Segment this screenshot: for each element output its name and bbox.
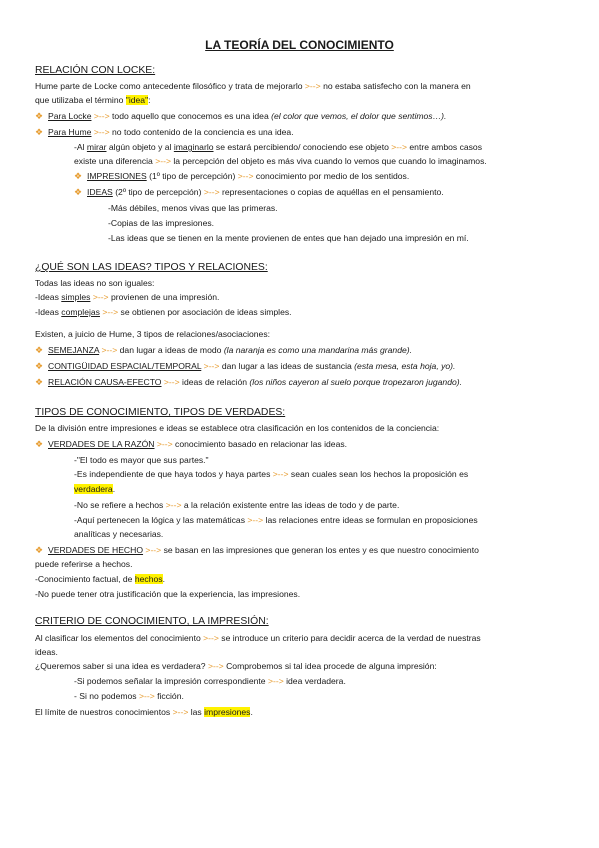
arrow-icon: >--> [207, 661, 224, 671]
underlined-term: imaginarlo [173, 142, 214, 152]
justificacion: -No puede tener otra justificación que la experiencia, las impresiones. [35, 589, 301, 599]
verdades-hecho-cont: puede referirse a hechos. [35, 559, 133, 569]
text-span: (2º tipo de percepción) [115, 187, 202, 197]
text-span: representaciones o copias de aquéllas en el pensamiento. [222, 187, 444, 197]
text-span: se estará percibiendo/ conociendo ese objeto [215, 142, 389, 152]
arrow-icon: >--> [102, 307, 119, 317]
text-span: -Ideas [35, 292, 59, 302]
locke-point [48, 111, 446, 122]
criterio-no [74, 691, 184, 702]
text-span: conocimiento basado en relacionar las ideas. [175, 439, 348, 449]
underlined-term: IMPRESIONES [87, 171, 147, 181]
relation-contiguidad [48, 361, 455, 372]
relation-semejanza [48, 345, 412, 356]
example-text: (los niños cayeron al suelo porque tropezaron jugando). [249, 377, 463, 387]
arrow-icon: >--> [155, 156, 171, 166]
bullet-icon: ❖ [35, 345, 44, 355]
text-span: conocimiento por medio de los sentidos. [255, 171, 410, 181]
hume-detail-cont [74, 156, 487, 167]
text-span: ideas de relación [182, 377, 248, 387]
razon-detail-1-cont [74, 484, 115, 495]
underlined-term: VERDADES DE HECHO [48, 545, 144, 555]
highlight-hechos: hechos [134, 574, 163, 584]
text-span: se introduce un criterio para decidir acerca de la verdad de nuestras [221, 633, 481, 643]
text-span: dan lugar a las ideas de sustancia [221, 361, 352, 371]
arrow-icon: >--> [165, 500, 182, 510]
example-text: (el color que vemos, el dolor que sentimos…). [271, 111, 447, 121]
text-span: ficción. [157, 691, 184, 701]
text-span: Al clasificar los elementos del conocimiento [35, 633, 201, 643]
underlined-term: IDEAS [87, 187, 113, 197]
arrow-icon: >--> [391, 142, 408, 152]
text-span: -Aquí pertenecen la lógica y las matemáticas [74, 515, 246, 525]
verdades-hecho [48, 545, 479, 556]
text-span: . [112, 484, 116, 494]
text-span: -Es independiente de que haya todos y haya partes [74, 469, 271, 479]
section-heading-tipos: TIPOS DE CONOCIMIENTO, TIPOS DE VERDADES: [35, 407, 286, 418]
arrow-icon: >--> [304, 81, 321, 91]
text-span: - Si no podemos [74, 691, 137, 701]
arrow-icon: >--> [138, 691, 155, 701]
arrow-icon: >--> [93, 111, 110, 121]
highlight-idea: "idea" [125, 95, 149, 105]
ideas-detail-2: -Copias de las impresiones. [108, 218, 215, 228]
conocimiento-factual [35, 574, 165, 585]
text-span: Comprobemos si tal idea procede de alguna impresión: [226, 661, 437, 671]
underlined-term: mirar [86, 142, 107, 152]
text-span: sean cuales sean los hechos la proposición es [290, 469, 469, 479]
text-span: -Al [74, 142, 85, 152]
razon-detail-3-cont: analíticas y necesarias. [74, 529, 164, 539]
text-span: las relaciones entre ideas se formulan en proposiciones [265, 515, 478, 525]
text-span: existe una diferencia [74, 156, 153, 166]
arrow-icon: >--> [172, 707, 189, 717]
arrow-icon: >--> [93, 127, 110, 137]
underlined-term: VERDADES DE LA RAZÓN [48, 439, 155, 449]
text-span: a la relación existente entre las ideas de todo y de parte. [183, 500, 400, 510]
text-span: la percepción del objeto es más viva cuando lo vemos que cuando lo imaginamos. [173, 156, 487, 166]
text-span: -Ideas [35, 307, 59, 317]
arrow-icon: >--> [163, 377, 180, 387]
ideas-complejas [35, 307, 292, 318]
bullet-icon: ❖ [35, 545, 44, 555]
bullet-icon: ❖ [35, 111, 44, 121]
bullet-icon: ❖ [35, 439, 44, 449]
arrow-icon: >--> [203, 633, 219, 643]
text-span: se obtienen por asociación de ideas simples. [120, 307, 292, 317]
ideas-simples [35, 292, 219, 303]
verdades-razon [48, 439, 347, 450]
relations-intro: Existen, a juicio de Hume, 3 tipos de relaciones/asociaciones: [35, 329, 271, 339]
bullet-icon: ❖ [74, 171, 83, 181]
underlined-term: SEMEJANZA [48, 345, 100, 355]
ideas-detail-1: -Más débiles, menos vivas que las primeras. [108, 203, 278, 213]
arrow-icon: >--> [203, 361, 220, 371]
razon-quote: -"El todo es mayor que sus partes." [74, 455, 209, 465]
text-span: provienen de una impresión. [110, 292, 220, 302]
underlined-term: Para Hume [48, 127, 92, 137]
razon-detail-1 [74, 469, 468, 480]
section-heading-criterio: CRITERIO DE CONOCIMIENTO, LA IMPRESIÓN: [35, 616, 269, 627]
text-span: no estaba satisfecho con la manera en [323, 81, 471, 91]
underlined-term: simples [61, 292, 91, 302]
paragraph-locke-cont [35, 95, 151, 106]
hume-detail [74, 142, 482, 153]
ideas-detail-3: -Las ideas que se tienen en la mente provienen de entes que han dejado una impresión en mí. [108, 233, 469, 243]
arrow-icon: >--> [203, 187, 220, 197]
text-span: se basan en las impresiones que generan los entes y es que nuestro conocimiento [163, 545, 479, 555]
text-span: . [162, 574, 165, 584]
arrow-icon: >--> [237, 171, 254, 181]
text-span: -Si podemos señalar la impresión correspondiente [74, 676, 266, 686]
criterio-limite [35, 707, 253, 718]
arrow-icon: >--> [145, 545, 162, 555]
criterio-intro [35, 633, 481, 644]
example-text: (esta mesa, esta hoja, yo). [354, 361, 456, 371]
text-span: (1º tipo de percepción) [149, 171, 236, 181]
underlined-term: RELACIÓN CAUSA-EFECTO [48, 377, 162, 387]
example-text: (la naranja es como una mandarina más grande). [223, 345, 413, 355]
hume-point [48, 127, 294, 138]
relation-causa-efecto [48, 377, 462, 388]
impresiones-point [87, 171, 409, 182]
section-heading-ideas: ¿QUÉ SON LAS IDEAS? TIPOS Y RELACIONES: [35, 262, 268, 273]
criterio-si [74, 676, 346, 687]
ideas-point [87, 187, 444, 198]
bullet-icon: ❖ [74, 187, 83, 197]
paragraph-locke [35, 81, 471, 92]
text-span: que utilizaba el término [35, 95, 124, 105]
bullet-icon: ❖ [35, 377, 44, 387]
text-span: dan lugar a ideas de modo [119, 345, 222, 355]
arrow-icon: >--> [156, 439, 173, 449]
text-span: ¿Queremos saber si una idea es verdadera? [35, 661, 206, 671]
text-span: todo aquello que conocemos es una idea [112, 111, 269, 121]
criterio-question [35, 661, 437, 672]
page-title: LA TEORÍA DEL CONOCIMIENTO [205, 38, 394, 52]
arrow-icon: >--> [101, 345, 118, 355]
text-span: El límite de nuestros conocimientos [35, 707, 171, 717]
underlined-term: Para Locke [48, 111, 92, 121]
underlined-term: CONTIGÜIDAD ESPACIAL/TEMPORAL [48, 361, 202, 371]
criterio-intro-cont: ideas. [35, 647, 58, 657]
arrow-icon: >--> [247, 515, 264, 525]
arrow-icon: >--> [272, 469, 289, 479]
underlined-term: complejas [61, 307, 100, 317]
bullet-icon: ❖ [35, 127, 44, 137]
text-span: : [148, 95, 151, 105]
text-span: algún objeto y al [108, 142, 172, 152]
highlight-impresiones: impresiones [204, 707, 251, 717]
bullet-icon: ❖ [35, 361, 44, 371]
highlight-verdadera: verdadera [74, 484, 113, 494]
razon-detail-3 [74, 515, 478, 526]
arrow-icon: >--> [92, 292, 109, 302]
text-span: entre ambos casos [409, 142, 483, 152]
ideas-intro: Todas las ideas no son iguales: [35, 278, 155, 288]
text-span: . [250, 707, 253, 717]
text-span: -No se refiere a hechos [74, 500, 164, 510]
text-span: idea verdadera. [286, 676, 346, 686]
razon-detail-2 [74, 500, 399, 511]
text-span: las [190, 707, 202, 717]
section-heading-locke: RELACIÓN CON LOCKE: [35, 65, 156, 76]
text-span: -Conocimiento factual, de [35, 574, 133, 584]
text-span: no todo contenido de la conciencia es una idea. [112, 127, 294, 137]
text-span: Hume parte de Locke como antecedente filosófico y trata de mejorarlo [35, 81, 303, 91]
arrow-icon: >--> [267, 676, 284, 686]
tipos-intro: De la división entre impresiones e ideas se establece otra clasificación en los contenidos de la conciencia: [35, 423, 440, 433]
